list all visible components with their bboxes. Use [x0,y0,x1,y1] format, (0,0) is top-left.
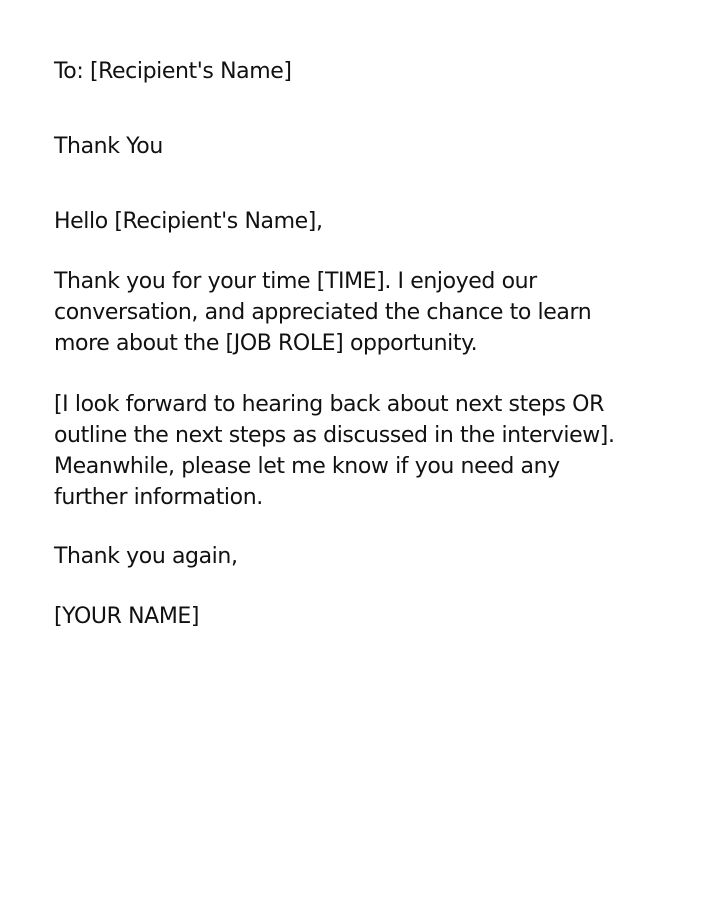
paragraph-line: outline the next steps as discussed in the interview]. [54,423,615,448]
signature: [YOUR NAME] [54,604,200,629]
paragraph-line: Thank you for your time [TIME]. I enjoyed our [54,269,537,294]
paragraph-line: [I look forward to hearing back about next steps OR [54,392,604,417]
body-paragraph-1 [54,266,654,359]
paragraph-line: further information. [54,485,263,510]
paragraph-line: more about the [JOB ROLE] opportunity. [54,331,478,356]
paragraph-line: conversation, and appreciated the chance to learn [54,300,592,325]
greeting: Hello [Recipient's Name], [54,209,323,234]
closing-line: Thank you again, [54,544,238,569]
body-paragraph-2 [54,389,654,513]
paragraph-line: Meanwhile, please let me know if you need any [54,454,560,479]
subject-line: Thank You [54,134,163,159]
to-line: To: [Recipient's Name] [54,59,292,84]
